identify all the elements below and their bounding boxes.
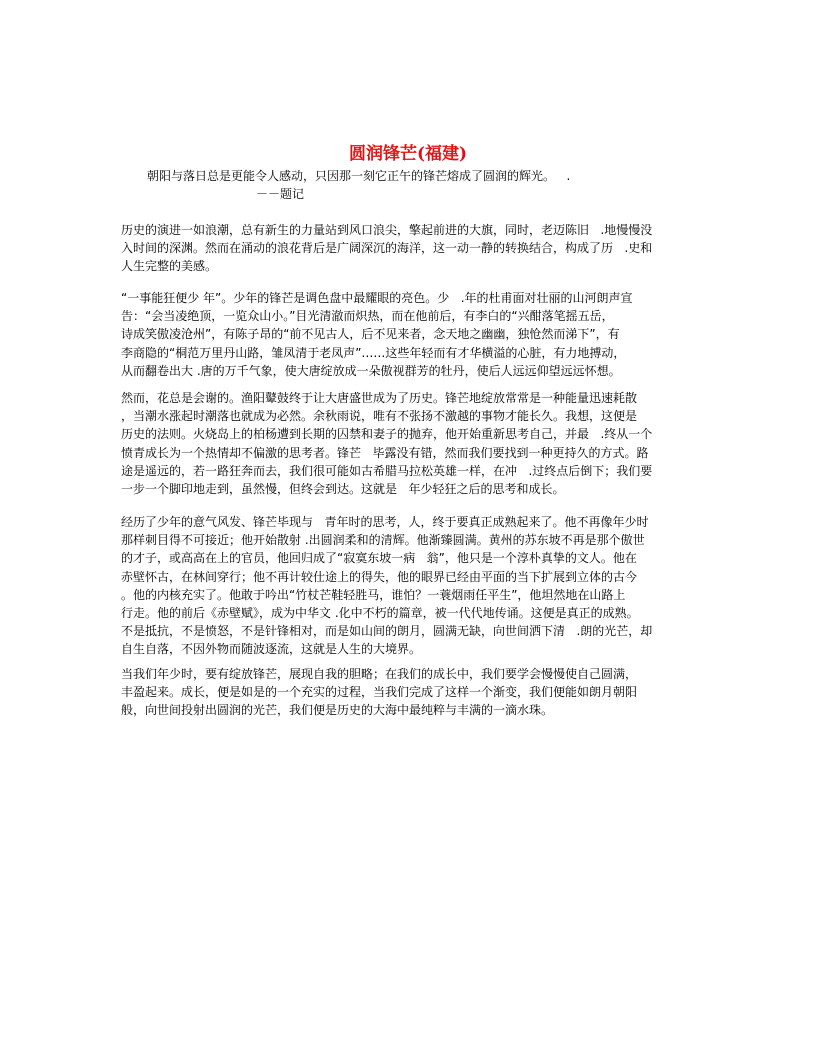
text-line: 一步一个脚印地走到，虽然慢，但终会到达。这就是 年少轻狂之后的思考和成长。 [121,481,565,496]
text-line: 历史的法则。火烧岛上的柏杨遭到长期的囚禁和妻子的抛弃，他开始重新思考自己，并最 .终从一个 [121,427,653,442]
paragraph-4 [121,513,701,659]
text-line: 李商隐的“桐范万里丹山路，雏凤清于老凤声”……这些年轻而有才华横溢的心脏，有力地搏动， [121,345,626,360]
text-line: 从而翻卷出大 .唐的万千气象，使大唐绽放成一朵傲视群芳的牡丹，使后人远远仰望远远怀想。 [121,363,621,378]
text-line: 那样刺目得不可接近；他开始散射 .出圆润柔和的清辉。他渐臻圆满。黄州的苏东坡不再是那个傲世 [121,533,645,548]
text-line: 愤青成长为一个热情却不偏激的思考者。锋芒 毕露没有错，然而我们要找到一种更持久的方式。路 [121,445,649,460]
text-line: 入时间的深渊。然而在涌动的浪花背后是广阔深沉的海洋，这一动一静的转换结合，构成了历 .史和 [121,241,653,256]
paragraph-3 [121,389,701,498]
text-line: 当我们年少时，要有绽放锋芒，展现自我的胆略；在我们的成长中，我们要学会慢慢使自己圆满， [121,667,638,681]
text-line: 般，向世间投射出圆润的光芒，我们便是历史的大海中最纯粹与丰满的一滴水珠。 [121,703,554,718]
text-line: 历史的演进一如浪潮，总有新生的力量站到风口浪尖，擎起前进的大旗，同时，老迈陈旧 .地慢慢没 [121,223,653,237]
text-line: 然而，花总是会谢的。渔阳鼙鼓终于让大唐盛世成为了历史。锋芒地绽放常常是一种能量迅速耗散 [121,391,638,405]
paragraph-5 [121,665,701,720]
text-line: “一事能狂便少 年”。少年的锋芒是调色盘中最耀眼的亮色。少 .年的杜甫面对壮丽的山河朗声宣 [121,291,633,305]
paragraph-2 [121,289,701,380]
text-line: 自生自落，不因外物而随波逐流，这就是人生的大境界。 [121,642,422,657]
essay-title: 圆润锋芒(福建) [348,144,468,164]
paragraph-1 [121,221,701,276]
text-line: ，当潮水涨起时潮落也就成为必然。余秋雨说，唯有不张扬不激越的事物才能长久。我想，这便是 [121,409,638,424]
text-line: 诗成笑傲凌沧州”，有陈子昂的“前不见古人，后不见来者，念天地之幽幽，独怆然而涕下”，有 [121,327,620,342]
text-line: 告：“会当凌绝顶，一览众山小。”目光清澈而炽热，而在他前后，有李白的“兴酣落笔摇五岳， [121,309,614,324]
text-line: 经历了少年的意气风发、锋芒毕现与 青年时的思考，人，终于要真正成熟起来了。他不再像年少时 [121,515,649,529]
text-line: 的才子，或高高在上的官员，他回归成了“寂寞东坡一病 翁”，他只是一个淳朴真挚的文人。他在 [121,551,637,566]
epigraph: 朝阳与落日总是更能令人感动，只因那一刻它正午的锋芒熔成了圆润的辉光。 . [147,169,571,183]
text-line: 。他的内核充实了。他敢于吟出“竹杖芒鞋轻胜马，谁怕？一蓑烟雨任平生”，他坦然地在山路上 [121,587,626,602]
text-line: 不是抵抗，不是愤怒，不是针锋相对，而是如山间的朗月，圆满无缺，向世间洒下清 .朗的光芒，却 [121,624,653,639]
epigraph-signature: －－题记 [256,187,305,201]
text-line: 丰盈起来。成长，便是如是的一个充实的过程，当我们完成了这样一个渐变，我们便能如朗月朝阳 [121,685,638,700]
text-line: 赤壁怀古，在林间穿行；他不再计较仕途上的得失，他的眼界已经由平面的当下扩展到立体的古今 [121,569,638,584]
text-line: 人生完整的美感。 [121,259,218,274]
text-line: 途是遥远的，若一路狂奔而去，我们很可能如古希腊马拉松英雄一样，在冲 .过终点后倒下；我们要 [121,463,653,478]
text-line: 行走。他的前后《赤壁赋》，成为中华文 .化中不朽的篇章，被一代代地传诵。这便是真正的成熟。 [121,605,639,620]
